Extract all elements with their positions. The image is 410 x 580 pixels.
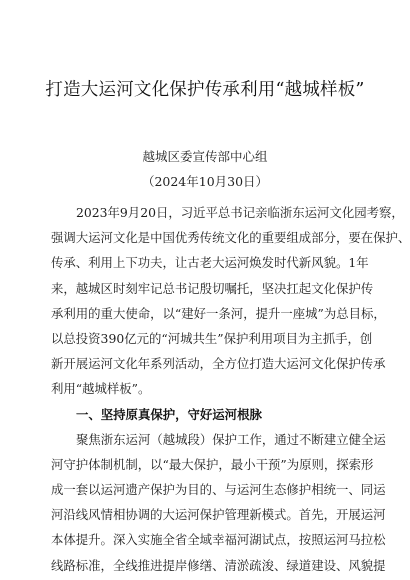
paragraph-line: 新开展运河文化年系列活动，全方位打造大运河文化保护传承 bbox=[51, 356, 386, 372]
paragraph-line: 强调大运河文化是中国优秀传统文化的重要组成部分，要在保护、 bbox=[51, 230, 410, 246]
paragraph-line: 2023年9月20日，习近平总书记亲临浙东运河文化园考察， bbox=[76, 205, 404, 220]
article-body bbox=[51, 200, 410, 578]
paragraph-line: 传承、利用上下功夫，让古老大运河焕发时代新风貌。1年 bbox=[51, 255, 369, 271]
paragraph-line: 本体提升。深入实施全省全域幸福河湖试点，按照运河马拉松 bbox=[51, 532, 386, 548]
author-line: 越城区委宣传部中心组 bbox=[142, 149, 268, 164]
document-title: 打造大运河文化保护传承利用“越城样板” bbox=[45, 80, 365, 100]
paragraph-line: 河守护体制机制，以“最大保护，最小干预”为原则，探索形 bbox=[51, 456, 374, 472]
paragraph-line: 利用“越城样板”。 bbox=[51, 381, 151, 397]
paragraph-line: 河沿线风情相协调的大运河保护管理新模式。首先，开展运河 bbox=[51, 507, 386, 523]
paragraph-line: 以总投资390亿元的“河城共生”保护利用项目为主抓手，创 bbox=[51, 330, 373, 346]
paragraph-line: 聚焦浙东运河（越城段）保护工作，通过不断建立健全运 bbox=[76, 431, 386, 447]
paragraph-line: 成一套以运河遗产保护为目的、与运河生态修护相统一、同运 bbox=[51, 482, 386, 498]
paragraph-line: 线路标准，全线推进提岸修缮、清淤疏浚、绿道建设、风貌提 bbox=[51, 557, 386, 573]
date-line: （2024年10月30日） bbox=[141, 174, 269, 189]
paragraph-line: 承利用的重大使命，以“建好一条河，提升一座城”为总目标， bbox=[51, 305, 386, 321]
section-heading: 一、坚持原真保护，守好运河根脉 bbox=[76, 406, 262, 422]
paragraph-line: 来，越城区时刻牢记总书记殷切嘱托，坚决扛起文化保护传 bbox=[51, 280, 374, 296]
